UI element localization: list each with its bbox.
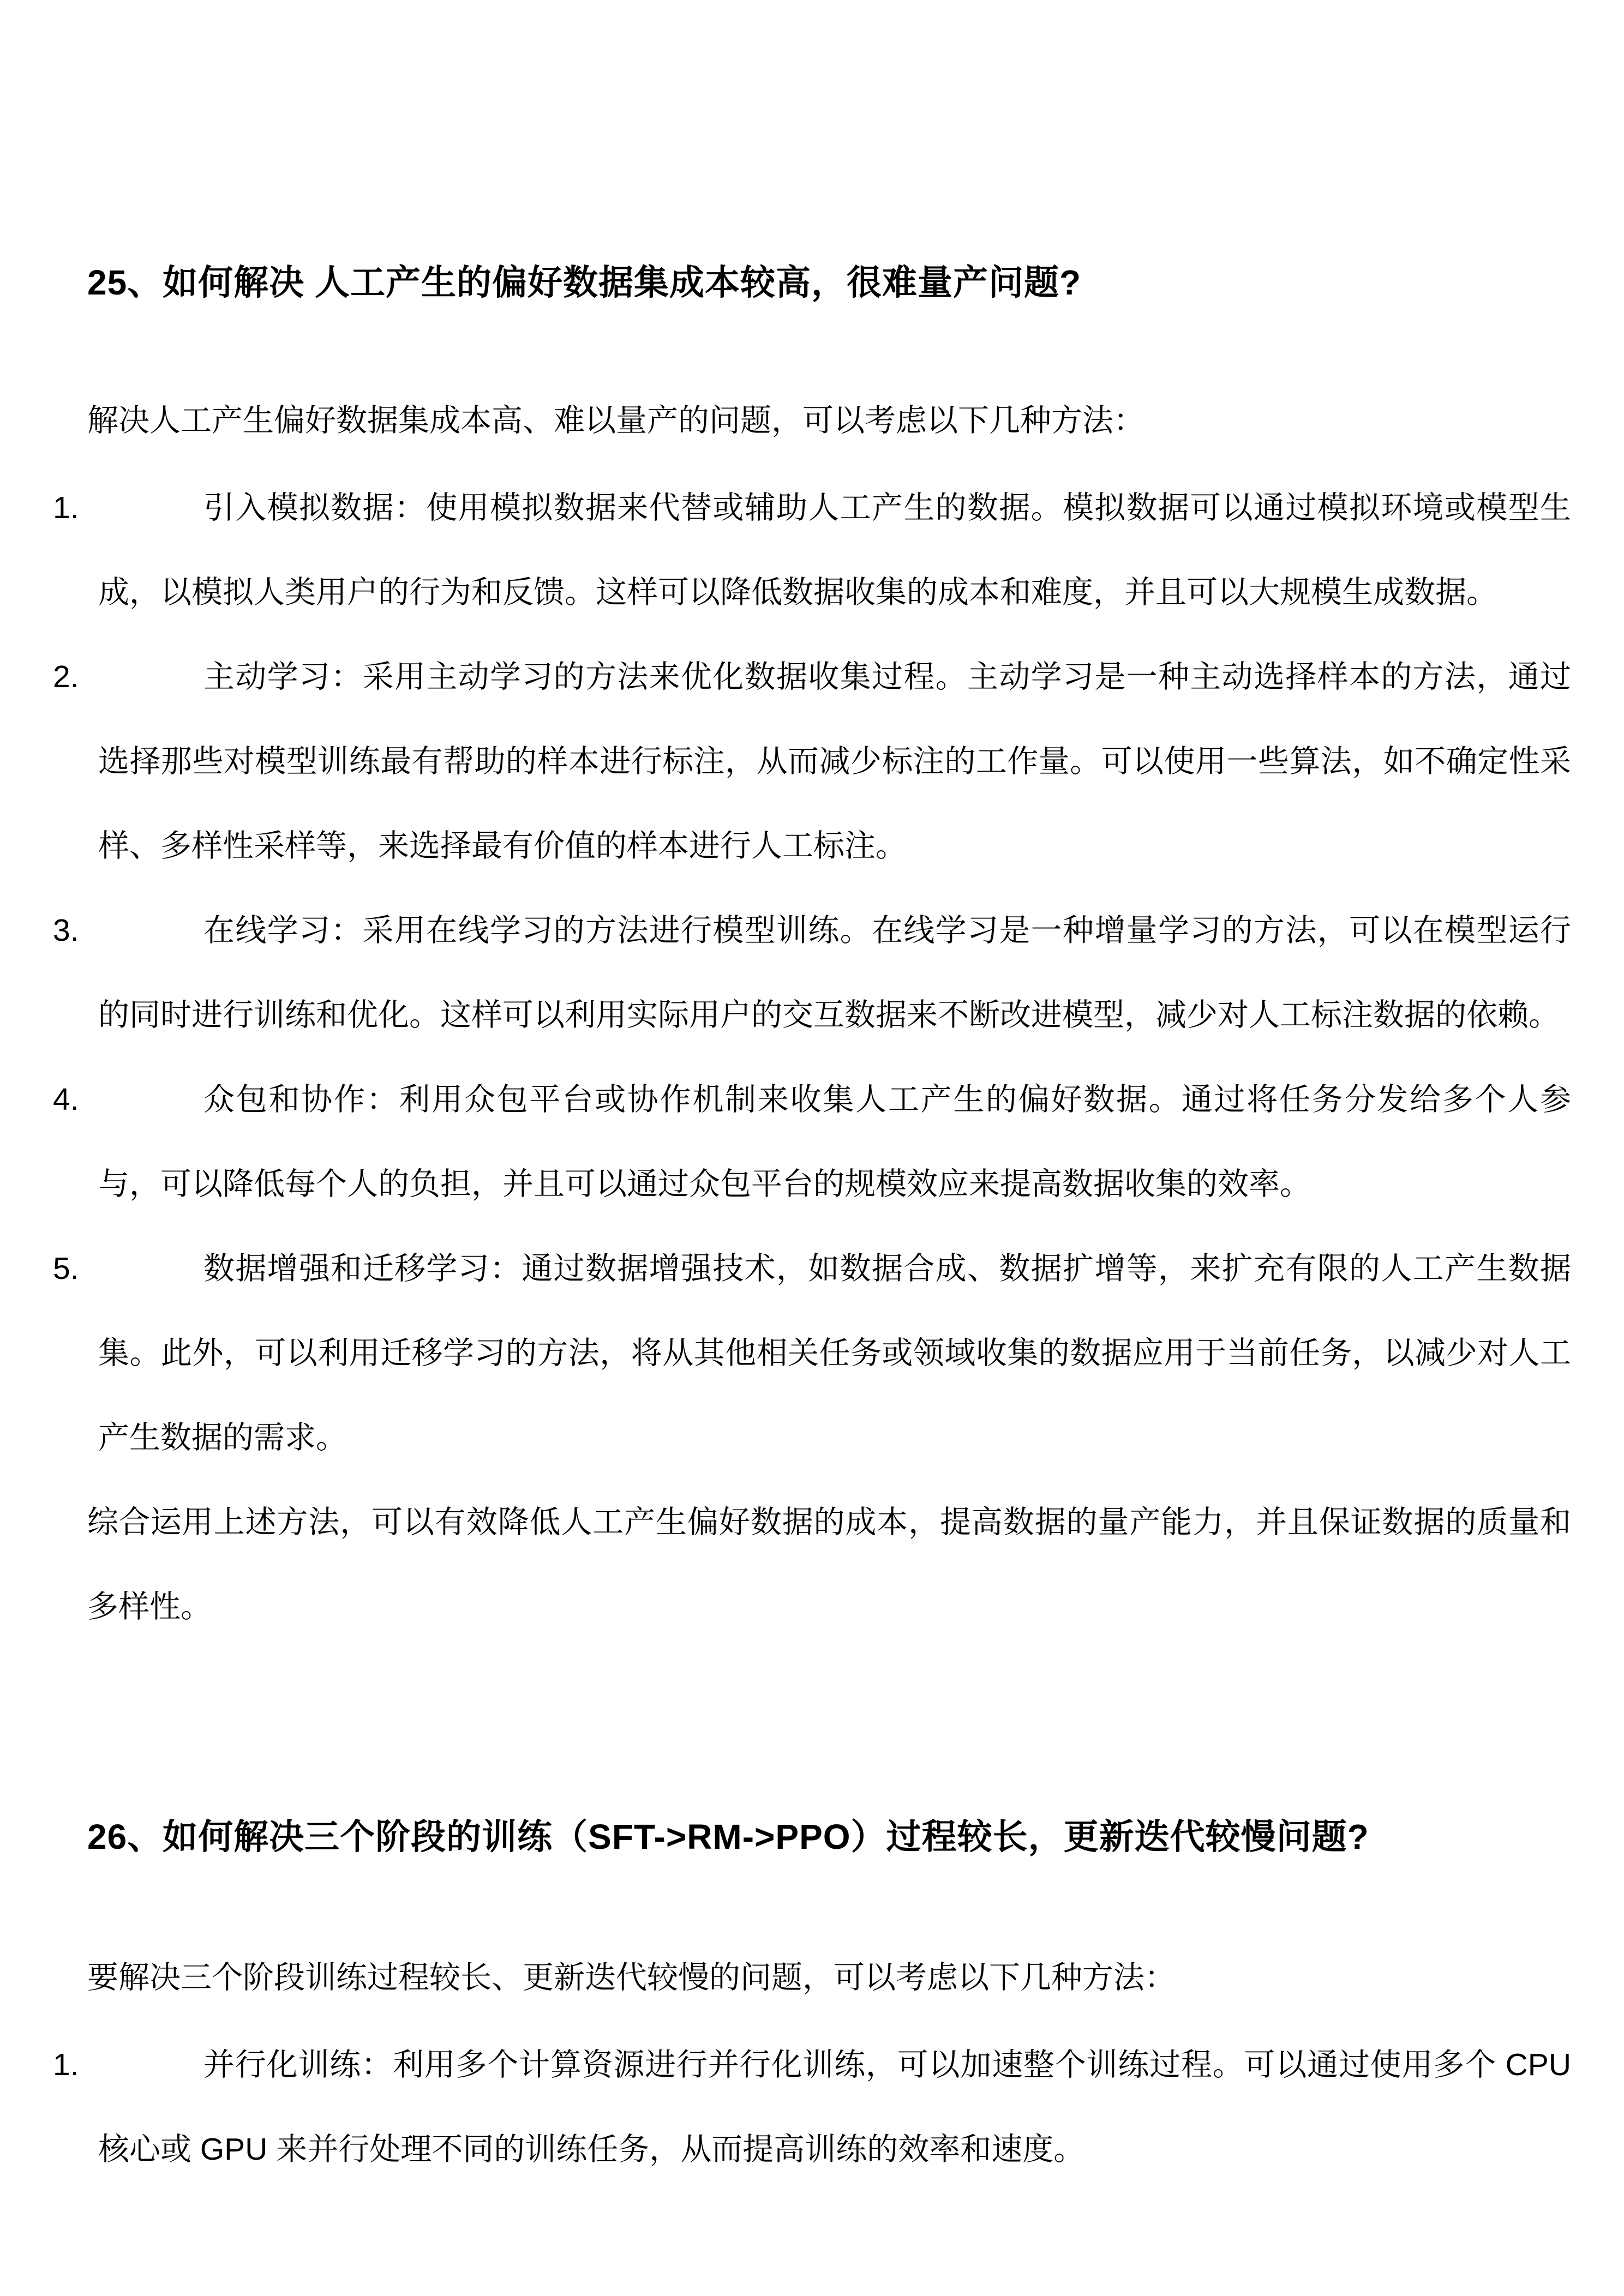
- list-item: [0, 1057, 1624, 1227]
- list-item: [0, 1227, 1624, 1480]
- list-item-number: 1.: [53, 490, 79, 525]
- question-25-intro-paragraph: 解决人工产生偏好数据集成本高、难以量产的问题，可以考虑以下几种方法：: [87, 403, 1144, 438]
- list-item-text: 众包和协作：利用众包平台或协作机制来收集人工产生的偏好数据。通过将任务分发给多个人参与，可以降低每个人的负担，并且可以通过众包平台的规模效应来提高数据收集的效率。: [98, 1082, 1571, 1201]
- question-25-conclusion-paragraph: 综合运用上述方法，可以有效降低人工产生偏好数据的成本，提高数据的量产能力，并且保证数据的质量和多样性。: [87, 1505, 1571, 1624]
- list-item-number: 4.: [53, 1082, 79, 1117]
- list-item-text: 主动学习：采用主动学习的方法来优化数据收集过程。主动学习是一种主动选择样本的方法，通过选择那些对模型训练最有帮助的样本进行标注，从而减少标注的工作量。可以使用一些算法，如不确定性采样、多样性采样等，来选择最有价值的样本进行人工标注。: [98, 659, 1571, 863]
- list-item: [0, 466, 1624, 635]
- list-item-number: 1.: [53, 2047, 79, 2082]
- list-item-text: 数据增强和迁移学习：通过数据增强技术，如数据合成、数据扩增等，来扩充有限的人工产生数据集。此外，可以利用迁移学习的方法，将从其他相关任务或领域收集的数据应用于当前任务，以减少对人工产生数据的需求。: [98, 1251, 1571, 1455]
- list-item-text: 引入模拟数据：使用模拟数据来代替或辅助人工产生的数据。模拟数据可以通过模拟环境或模型生成，以模拟人类用户的行为和反馈。这样可以降低数据收集的成本和难度，并且可以大规模生成数据。: [98, 490, 1571, 610]
- list-item-number: 5.: [53, 1251, 79, 1286]
- question-26-method-list: [0, 2023, 1624, 2192]
- question-26-heading: 26、如何解决三个阶段的训练（SFT->RM->PPO）过程较长，更新迭代较慢问题?: [87, 1817, 1369, 1856]
- question-25-method-list: [0, 466, 1624, 1480]
- question-25-heading: 25、如何解决 人工产生的偏好数据集成本较高，很难量产问题?: [87, 263, 1082, 302]
- question-26-intro-paragraph: 要解决三个阶段训练过程较长、更新迭代较慢的问题，可以考虑以下几种方法：: [87, 1960, 1176, 1995]
- list-item: [0, 635, 1624, 888]
- list-item-text: 在线学习：采用在线学习的方法进行模型训练。在线学习是一种增量学习的方法，可以在模型运行的同时进行训练和优化。这样可以利用实际用户的交互数据来不断改进模型，减少对人工标注数据的依赖。: [98, 913, 1571, 1032]
- list-item-number: 2.: [53, 659, 79, 694]
- list-item-number: 3.: [53, 913, 79, 948]
- list-item-text: 并行化训练：利用多个计算资源进行并行化训练，可以加速整个训练过程。可以通过使用多个 CPU 核心或 GPU 来并行处理不同的训练任务，从而提高训练的效率和速度。: [98, 2047, 1571, 2167]
- list-item: [0, 2023, 1624, 2192]
- list-item: [0, 888, 1624, 1057]
